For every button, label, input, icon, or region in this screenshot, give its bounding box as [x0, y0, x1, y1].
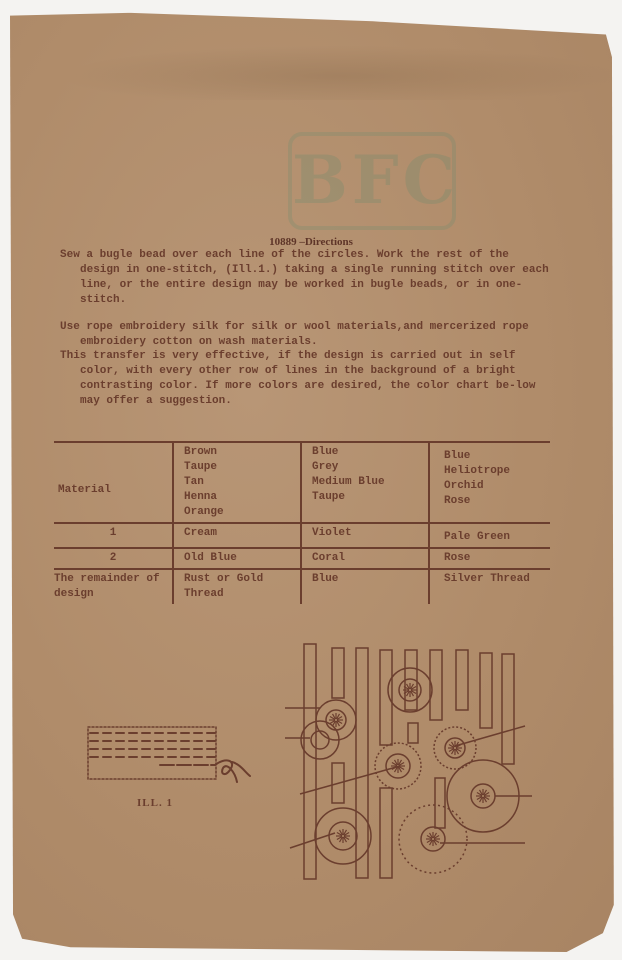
header-col-1	[173, 442, 301, 523]
color-chart-row-2	[54, 548, 550, 569]
header-color: Grey	[312, 461, 339, 473]
row-value: Blue	[301, 569, 429, 604]
row-label: 1	[54, 523, 173, 548]
header-color: Heliotrope	[444, 465, 511, 477]
header-col-2	[301, 442, 429, 523]
color-chart-table	[54, 441, 550, 604]
row-value: Rose	[429, 548, 550, 569]
color-chart-row-3	[54, 569, 550, 604]
directions-heading: 10889 –Directions	[269, 236, 353, 248]
row-value: Violet	[301, 523, 429, 548]
paragraph-first-line: Sew a bugle bead over each line of the circles. Work the rest of the	[60, 249, 509, 261]
row-value: Old Blue	[173, 548, 301, 569]
header-color: Orange	[184, 506, 224, 518]
header-color: Blue	[312, 446, 339, 458]
envelope-fold-shadow	[10, 40, 610, 100]
header-color: Rose	[444, 495, 471, 507]
header-color: Henna	[184, 491, 218, 503]
header-color: Tan	[184, 476, 204, 488]
paragraph-continuation: color, with every other row of lines in the background of a bright contrasting color. If more colors are desired, the color chart be-low may offer a suggestion.	[80, 365, 536, 407]
header-color: Taupe	[184, 461, 218, 473]
color-chart-header-row	[54, 442, 550, 523]
material-header: Material	[54, 442, 173, 523]
header-color: Orchid	[444, 480, 484, 492]
header-color: Taupe	[312, 491, 346, 503]
row-value: Pale Green	[429, 523, 550, 548]
row-value: Silver Thread	[429, 569, 550, 604]
bead-design-illustration	[280, 628, 540, 893]
illustration-1-label: ILL. 1	[137, 797, 173, 809]
row-label: 2	[54, 548, 173, 569]
paragraph-continuation: embroidery cotton on wash materials.	[80, 336, 318, 348]
row-value: Cream	[173, 523, 301, 548]
row-value: Coral	[301, 548, 429, 569]
row-value: Rust or Gold Thread	[173, 569, 301, 604]
paragraph-continuation: design in one-stitch, (Ill.1.) taking a single running stitch over each line, or the entire design may be worked in bugle beads, or in one-stitch.	[80, 264, 549, 306]
running-stitch-illustration	[85, 722, 255, 792]
color-chart-row-1	[54, 523, 550, 548]
header-col-3	[429, 442, 550, 523]
row-label: The remainder of design	[54, 569, 173, 604]
publisher-stamp: BFC	[288, 132, 456, 230]
directions-paragraph-2	[60, 320, 550, 350]
directions-paragraph-1	[60, 248, 550, 308]
header-color: Medium Blue	[312, 476, 385, 488]
directions-paragraph-3	[60, 349, 550, 409]
header-color: Blue	[444, 450, 471, 462]
paragraph-first-line: Use rope embroidery silk for silk or wool materials,and mercerized rope	[60, 321, 529, 333]
paragraph-first-line: This transfer is very effective, if the design is carried out in self	[60, 350, 516, 362]
header-color: Brown	[184, 446, 218, 458]
